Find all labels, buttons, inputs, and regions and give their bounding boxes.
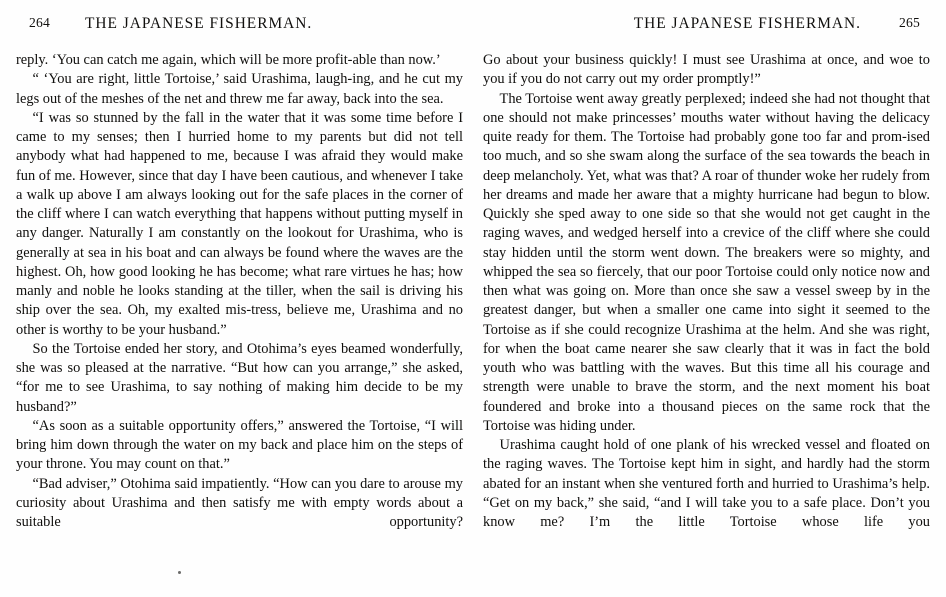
scan-speck-artifact: [178, 571, 181, 574]
page-right: [473, 0, 946, 597]
running-head-left: [16, 15, 463, 45]
paragraph: So the Tortoise ended her story, and Otohima’s eyes beamed wonderfully, she was so pleased at the narrative. “But how can you arrange,” she asked, “for me to see Urashima, to say nothing of making him decide to be my husband?”: [16, 340, 463, 415]
paragraph: reply. ‘You can catch me again, which will be more profit-able than now.’: [16, 52, 441, 68]
page-number-right: 265: [899, 15, 920, 30]
paragraph: “Bad adviser,” Otohima said impatiently. “How can you dare to arouse my curiosity about Urashima and then satisfy me with empty words about a suitable opportunity?: [16, 475, 463, 530]
text-column-right: [483, 51, 930, 532]
paragraph: “I was so stunned by the fall in the water that it was some time before I came to my senses; then I hurried home to my parents but did not tell anybody what had happened to me, because I was afraid they would make fun of me. However, since that day I have been cautious, and whenever I take a walk up above I am always looking out for the safe places in the corner of the cliff where I can watch everything that happens without putting myself in any danger. Naturally I am constantly on the lookout for Urashima, who is generally at sea in his boat and can always be found where the waves are the highest. Oh, how good looking he has become; what rare virtues he has; how manly and noble he looks standing at the tiller, when the sail is driving his ship over the sea. Oh, my exalted mis-tress, believe me, Urashima and no other is worthy to be your husband.”: [16, 109, 463, 338]
running-head-right: [483, 15, 930, 45]
paragraph: Go about your business quickly! I must see Urashima at once, and woe to you if you do not carry out my order promptly!”: [483, 52, 930, 88]
running-title-left: THE JAPANESE FISHERMAN.: [85, 15, 313, 32]
page-number-left: 264: [29, 15, 50, 30]
paragraph: “As soon as a suitable opportunity offers,” answered the Tortoise, “I will bring him down through the water on my back and place him on the steps of your throne. You may count on that.”: [16, 417, 463, 473]
paragraph: Urashima caught hold of one plank of his wrecked vessel and floated on the raging waves. The Tortoise kept him in sight, and hardly had the storm abated for an instant when she ventured forth and hurried to Urashima’s help. “Get on my back,” she said, “and I will take you to a safe place. Don’t you know me? I’m the little Tortoise whose life you: [483, 437, 930, 530]
paragraph: “ ‘You are right, little Tortoise,’ said Urashima, laugh-ing, and he cut my legs out of the meshes of the net and threw me far away, back into the sea.: [16, 71, 463, 107]
running-title-right: THE JAPANESE FISHERMAN.: [633, 15, 861, 32]
paragraph: The Tortoise went away greatly perplexed; indeed she had not thought that one should not make princesses’ mouths water without having the delicacy quite ready for them. The Tortoise had probably gone too far and prom-ised too much, and so she swam along the surface of the sea towards the beach in deep melancholy. Yet, what was that? A roar of thunder woke her rudely from her dreams and made her aware that a mighty hurricane had begun to blow. Quickly she sped away to one side so that she would not get caught in the raging waves, and wedged herself into a crevice of the cliff where she could stay hidden until the storm went down. The breakers were so mighty, and whipped the sea so fiercely, that our poor Tortoise could only notice now and then what was going on. More than once she saw a vessel sweep by in the greatest danger, but when a smaller one came into sight it seemed to the Tortoise as if she could recognize Urashima at the helm. And she was right, for when the boat came nearer she saw clearly that it was in fact the bold youth who was battling with the waves. But this time all his courage and strength were unable to brave the storm, and the next moment his boat foundered and broke into a thousand pieces on the same rock that the Tortoise was hiding under.: [483, 90, 930, 434]
text-column-left: [16, 51, 463, 532]
